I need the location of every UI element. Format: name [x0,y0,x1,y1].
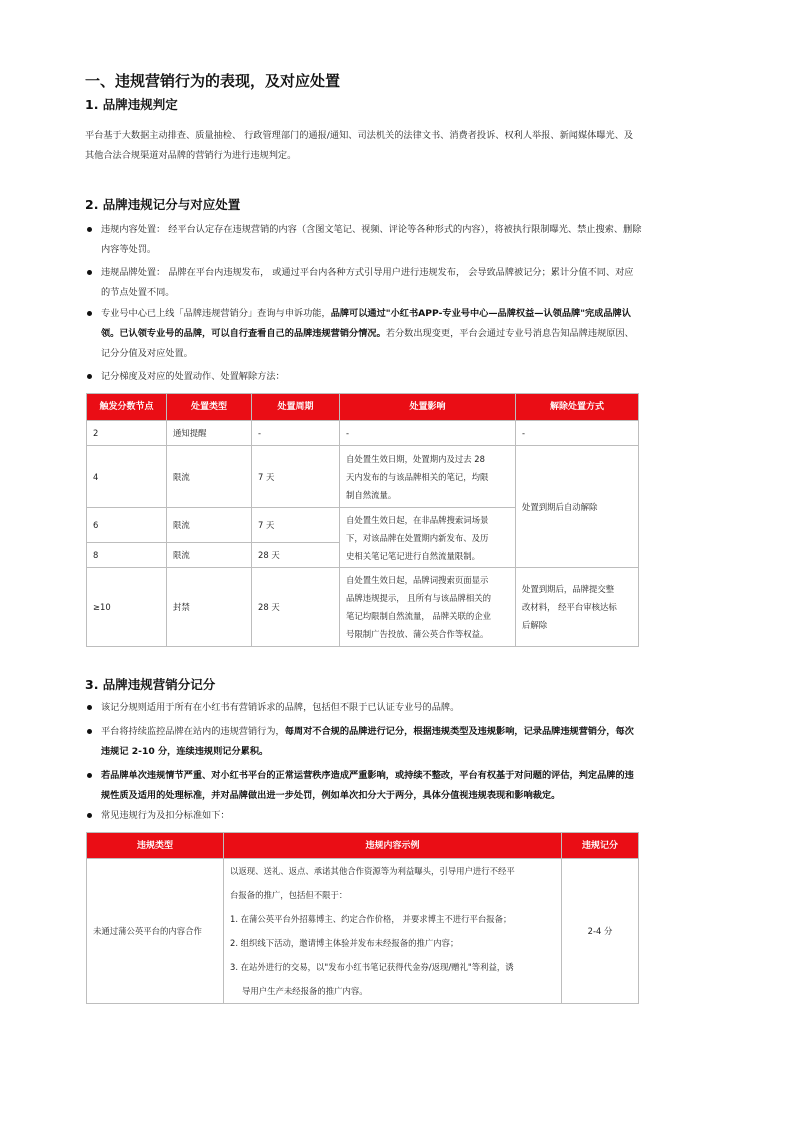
column-header: 处置周期 [252,394,340,421]
effect-cell: 自处置生效日起，在非品牌搜索词场景 下，对该品牌在处置期内新发布、及历 史相关笔记笔记进行自然流量限制。 [340,508,516,568]
violation-example-cell: 以返现、送礼、返点、承诺其他合作资源等为利益曝头，引导用户进行不经平 台报备的推广，包括但不限于： 1. 在蒲公英平台外招募博主、约定合作价格， 并要求博主不进行平台报备； 2. 组织线下活动，邀请博主体验并发布未经报备的推广内容； 3. 在站外进行的交易，以"发布小红书笔记获得代金券/返现/赠礼"等利益，诱 导用户生产未经报备的推广内容。 [224,859,562,1004]
list-item: 该记分规则适用于所有在小红书有营销诉求的品牌，包括但不限于已认证专业号的品牌。 [87,698,717,718]
bullet-dot-icon [87,227,92,232]
list-item: 专业号中心已上线「品牌违规营销分」查询与申诉功能，品牌可以通过"小红书APP-专业号中心—品牌权益—认领品牌"完成品牌认 领。已认领专业号的品牌，可以自行查看自己的品牌违规营销分情况。若分数出现变更，平台会通过专业号消息告知品牌违规原因、 记分分值及对应处置。 [87,304,717,364]
section-1-heading: 1. 品牌违规判定 [85,97,178,112]
list-item: 常见违规行为及扣分标准如下： [87,806,717,826]
table-header-row [87,394,639,421]
violation-score-cell: 2-4 分 [562,859,639,1004]
column-header: 解除处置方式 [516,394,639,421]
section-1-paragraph [85,126,725,166]
bullet-dot-icon [87,773,92,778]
table-row: 8 限流 28 天 [87,543,639,568]
page-title: 一、违规营销行为的表现，及对应处置 [85,72,341,90]
column-header: 违规内容示例 [224,833,562,859]
table-row: 6 限流 7 天 自处置生效日起，在非品牌搜索词场景 下，对该品牌在处置期内新发布、及历 史相关笔记笔记进行自然流量限制。 [87,508,639,543]
bullet-dot-icon [87,374,92,379]
section-3-heading: 3. 品牌违规营销分记分 [85,677,216,692]
section-1-line-1: 平台基于大数据主动排查、质量抽检、 行政管理部门的通报/通知、司法机关的法律文书、消费者投诉、权利人举报、新闻媒体曝光、及 [85,130,634,141]
effect-cell: 自处置生效日起，品牌词搜索页面显示 品牌违规提示， 且所有与该品牌相关的 笔记均限制自然流量， 品牌关联的企业 号限制广告投放、蒲公英合作等权益。 [340,568,516,647]
bullet-dot-icon [87,270,92,275]
list-item: 记分梯度及对应的处置动作、处置解除方法： [87,367,717,387]
column-header: 触发分数节点 [87,394,167,421]
bullet-dot-icon [87,705,92,710]
table-row [87,859,639,1004]
column-header: 违规记分 [562,833,639,859]
table-row: ≥10 封禁 28 天 自处置生效日起，品牌词搜索页面显示 品牌违规提示， 且所有与该品牌相关的 笔记均限制自然流量， 品牌关联的企业 号限制广告投放、蒲公英合作等权益。 处置到期后，品牌提交整 改材料， 经平台审核达标 后解除 [87,568,639,647]
violation-type-cell: 未通过蒲公英平台的内容合作 [87,859,224,1004]
penalty-table [86,393,639,647]
table-header-row [87,833,639,859]
list-item: 违规内容处置： 经平台认定存在违规营销的内容（含图文笔记、视频、评论等各种形式的内容），将被执行限制曝光、禁止搜索、删除 内容等处罚。 [87,220,717,260]
lift-method-cell: 处置到期后，品牌提交整 改材料， 经平台审核达标 后解除 [516,568,639,647]
bullet-dot-icon [87,813,92,818]
list-item: 平台将持续监控品牌在站内的违规营销行为，每周对不合规的品牌进行记分，根据违规类型及违规影响，记录品牌违规营销分，每次 违规记 2-10 分，连续违规则记分累积。 [87,722,717,762]
section-2-heading: 2. 品牌违规记分与对应处置 [85,197,241,212]
list-item: 违规品牌处置： 品牌在平台内违规发布， 或通过平台内各种方式引导用户进行违规发布， 会导致品牌被记分；累计分值不同、对应 的节点处置不同。 [87,263,717,303]
column-header: 违规类型 [87,833,224,859]
section-1-line-2: 其他合法合规渠道对品牌的营销行为进行违规判定。 [85,150,297,161]
list-item: 若品牌单次违规情节严重、对小红书平台的正常运营秩序造成严重影响，或持续不整改，平台有权基于对问题的评估，判定品牌的违 规性质及适用的处理标准，并对品牌做出进一步处罚，例如单次扣分大于两分，具体分值视违规表现和影响裁定。 [87,766,717,806]
lift-method-cell: 处置到期后自动解除 [516,446,639,568]
table-row: 2 通知提醒 - - - [87,421,639,446]
bullet-dot-icon [87,311,92,316]
bullet-dot-icon [87,729,92,734]
table-row: 4 限流 7 天 自处置生效日期，处置期内及过去 28 天内发布的与该品牌相关的笔记，均限 制自然流量。 处置到期后自动解除 [87,446,639,508]
violation-table [86,832,639,1004]
column-header: 处置类型 [167,394,252,421]
effect-cell: 自处置生效日期，处置期内及过去 28 天内发布的与该品牌相关的笔记，均限 制自然流量。 [340,446,516,508]
column-header: 处置影响 [340,394,516,421]
